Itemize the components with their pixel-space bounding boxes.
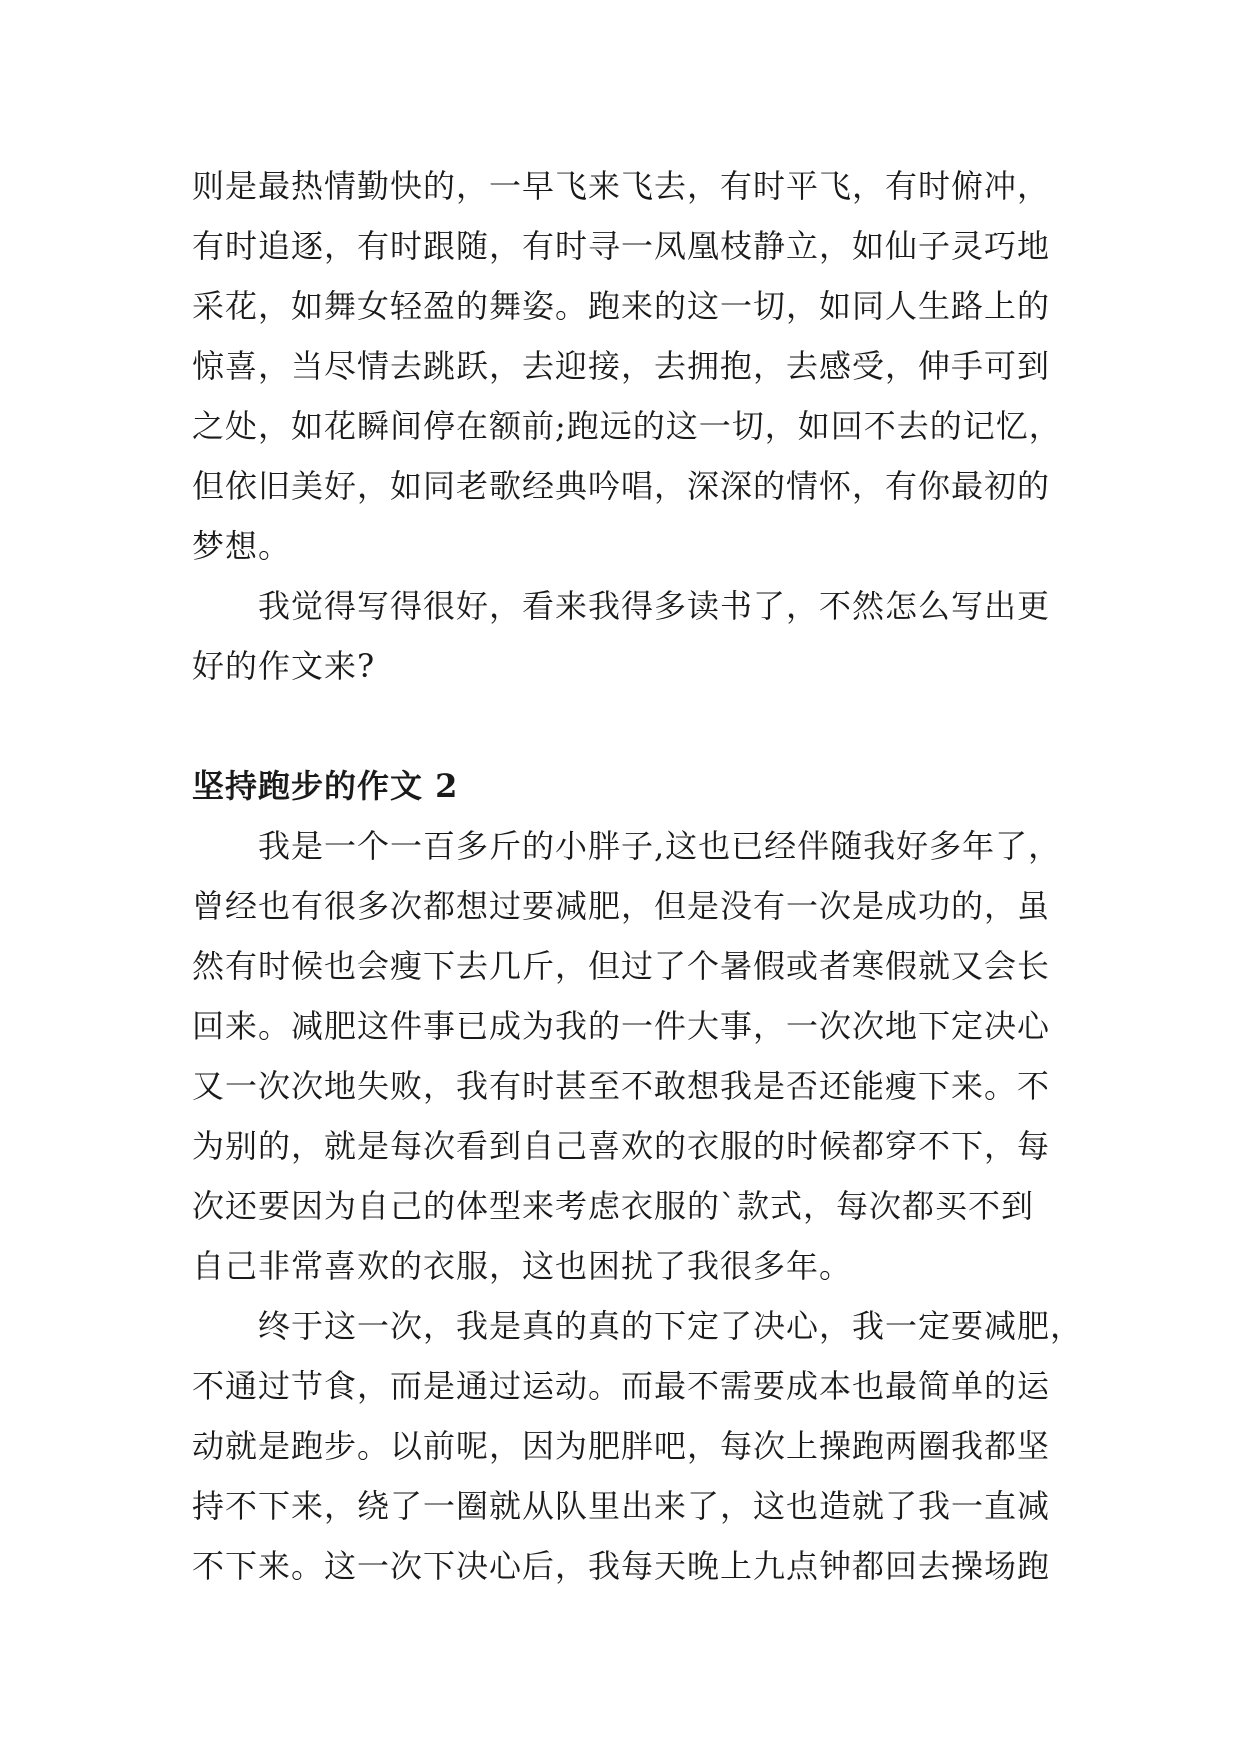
text-line: 次还要因为自己的体型来考虑衣服的`款式，每次都买不到 [192,1187,1035,1225]
text-line: 但依旧美好，如同老歌经典吟唱，深深的情怀，有你最初的 [192,467,1051,505]
text-line: 自己非常喜欢的衣服，这也困扰了我很多年。 [192,1247,853,1285]
document-body [192,156,1084,1596]
text-line: 采花，如舞女轻盈的舞姿。跑来的这一切，如同人生路上的 [192,287,1051,325]
text-line: 终于这一次，我是真的真的下定了决心，我一定要减肥， [258,1307,1084,1345]
section-gap [192,696,1052,756]
paragraph-4 [192,1296,1084,1596]
text-line: 有时追逐，有时跟随，有时寻一凤凰枝静立，如仙子灵巧地 [192,227,1051,265]
text-line: 回来。减肥这件事已成为我的一件大事，一次次地下定决心 [192,1007,1051,1045]
text-line: 持不下来，绕了一圈就从队里出来了，这也造就了我一直减 [192,1487,1051,1525]
text-line: 梦想。 [192,527,292,565]
paragraph-3 [192,816,1062,1296]
text-line: 之处，如花瞬间停在额前;跑远的这一切，如回不去的记忆， [192,407,1062,445]
text-line: 又一次次地失败，我有时甚至不敢想我是否还能瘦下来。不 [192,1067,1051,1105]
text-line: 惊喜，当尽情去跳跃，去迎接，去拥抱，去感受，伸手可到 [192,347,1051,385]
paragraph-2 [192,576,1052,696]
text-line: 曾经也有很多次都想过要减肥，但是没有一次是成功的，虽 [192,887,1051,925]
text-line: 不下来。这一次下决心后，我每天晚上九点钟都回去操场跑 [192,1547,1051,1585]
text-line: 我觉得写得很好，看来我得多读书了，不然怎么写出更 [258,587,1051,625]
text-line: 好的作文来? [192,647,376,685]
text-line: 为别的，就是每次看到自己喜欢的衣服的时候都穿不下，每 [192,1127,1051,1165]
text-line: 不通过节食，而是通过运动。而最不需要成本也最简单的运 [192,1367,1051,1405]
text-line: 则是最热情勤快的，一早飞来飞去，有时平飞，有时俯冲， [192,167,1051,205]
text-line: 我是一个一百多斤的小胖子,这也已经伴随我好多年了， [258,827,1062,865]
section-title: 坚持跑步的作文 2 [192,767,459,805]
text-line: 动就是跑步。以前呢，因为肥胖吧，每次上操跑两圈我都坚 [192,1427,1051,1465]
text-line: 然有时候也会瘦下去几斤，但过了个暑假或者寒假就又会长 [192,947,1051,985]
paragraph-1 [192,156,1062,576]
